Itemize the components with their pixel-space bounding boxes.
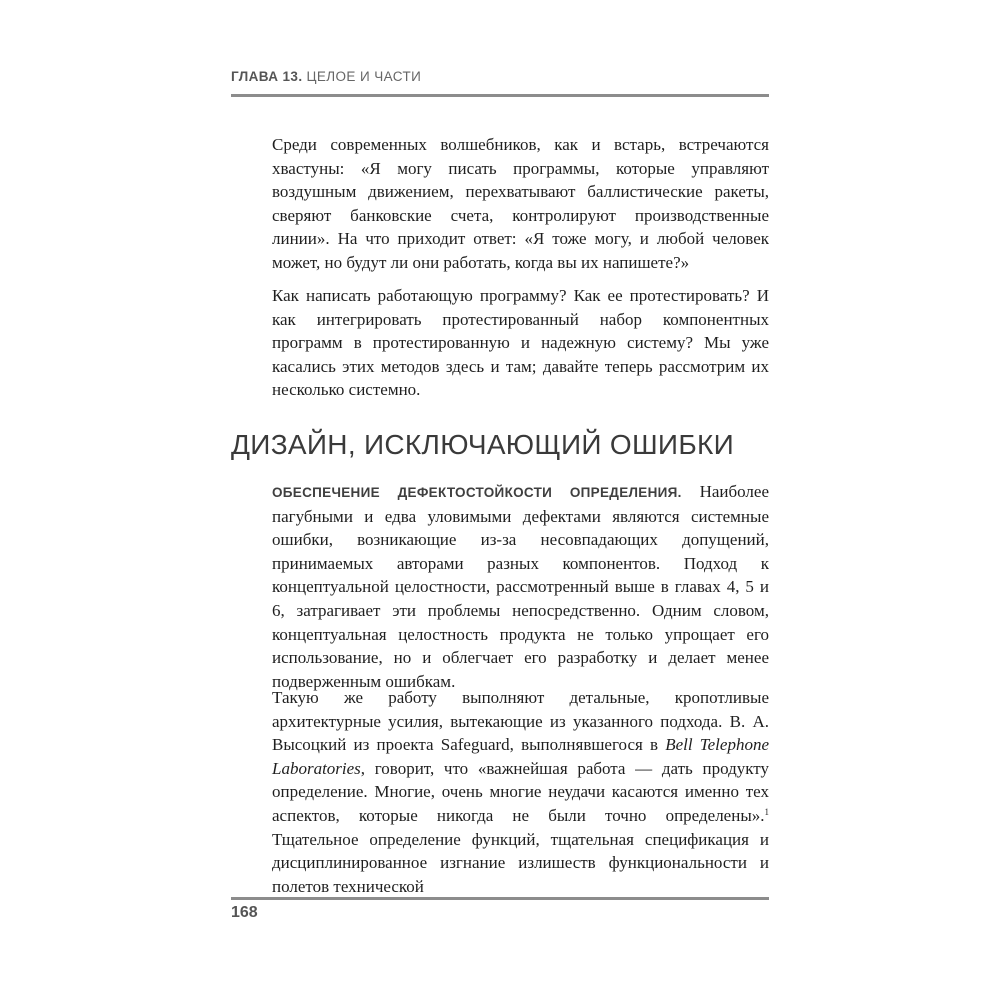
page-number: 168 bbox=[231, 904, 258, 921]
paragraph-architecture-part3: Тщательное определение функций, тщательная спецификация и дисциплинированное изгнание излишеств функциональности и полетов технической bbox=[272, 829, 769, 896]
footnote-marker: 1 bbox=[764, 806, 769, 817]
footer-rule bbox=[231, 897, 769, 900]
company-name: Bell Telephone Laboratories bbox=[272, 735, 769, 778]
paragraph-architecture bbox=[272, 686, 769, 898]
paragraph-intro: Среди современных волшебников, как и встарь, встречаются хвастуны: «Я могу писать программы, которые управляют воздушным движением, перехватывают баллистические ракеты, сверяют банковские счета, контролируют производственные линии». На что приходит ответ: «Я тоже могу, и любой человек может, но будут ли они работать, когда вы их напишете?» bbox=[272, 135, 769, 272]
run-in-heading: ОБЕСПЕЧЕНИЕ ДЕФЕКТОСТОЙКОСТИ ОПРЕДЕЛЕНИЯ. bbox=[272, 485, 682, 500]
paragraph-definition-text: Наиболее пагубными и едва уловимыми дефектами являются системные ошибки, возникающие из-за несовпадающих допущений, принимаемых авторами разных компонентов. Подход к концептуальной целостности, рассмотренный выше в главах 4, 5 и 6, затрагивает эти проблемы непосредственно. Одним словом, концептуальная целостность продукта не только упрощает его использование, но и облегчает его разработку и делает менее подверженным ошибкам. bbox=[272, 482, 769, 691]
section-heading: ДИЗАЙН, ИСКЛЮЧАЮЩИЙ ОШИБКИ bbox=[231, 429, 735, 460]
paragraph-definition bbox=[272, 480, 769, 693]
paragraph-architecture-part1: Такую же работу выполняют детальные, кропотливые архитектурные усилия, вытекающие из указанного подхода. В. А. Высоцкий из проекта Safeguard, выполнявшегося в bbox=[272, 688, 769, 755]
header-rule bbox=[231, 94, 769, 97]
running-head-title: ЦЕЛОЕ И ЧАСТИ bbox=[306, 69, 422, 84]
paragraph-questions: Как написать работающую программу? Как ее протестировать? И как интегрировать протестированный набор компонентных программ в протестированную и надежную систему? Мы уже касались этих методов здесь и там; давайте теперь рассмотрим их несколько системно. bbox=[272, 286, 769, 400]
running-head-chapter: ГЛАВА 13. bbox=[231, 69, 303, 84]
paragraph-architecture-part2: , говорит, что «важнейшая работа — дать продукту определение. Многие, очень многие неудачи касаются именно тех аспектов, которые никогда не были точно определены». bbox=[272, 758, 769, 825]
